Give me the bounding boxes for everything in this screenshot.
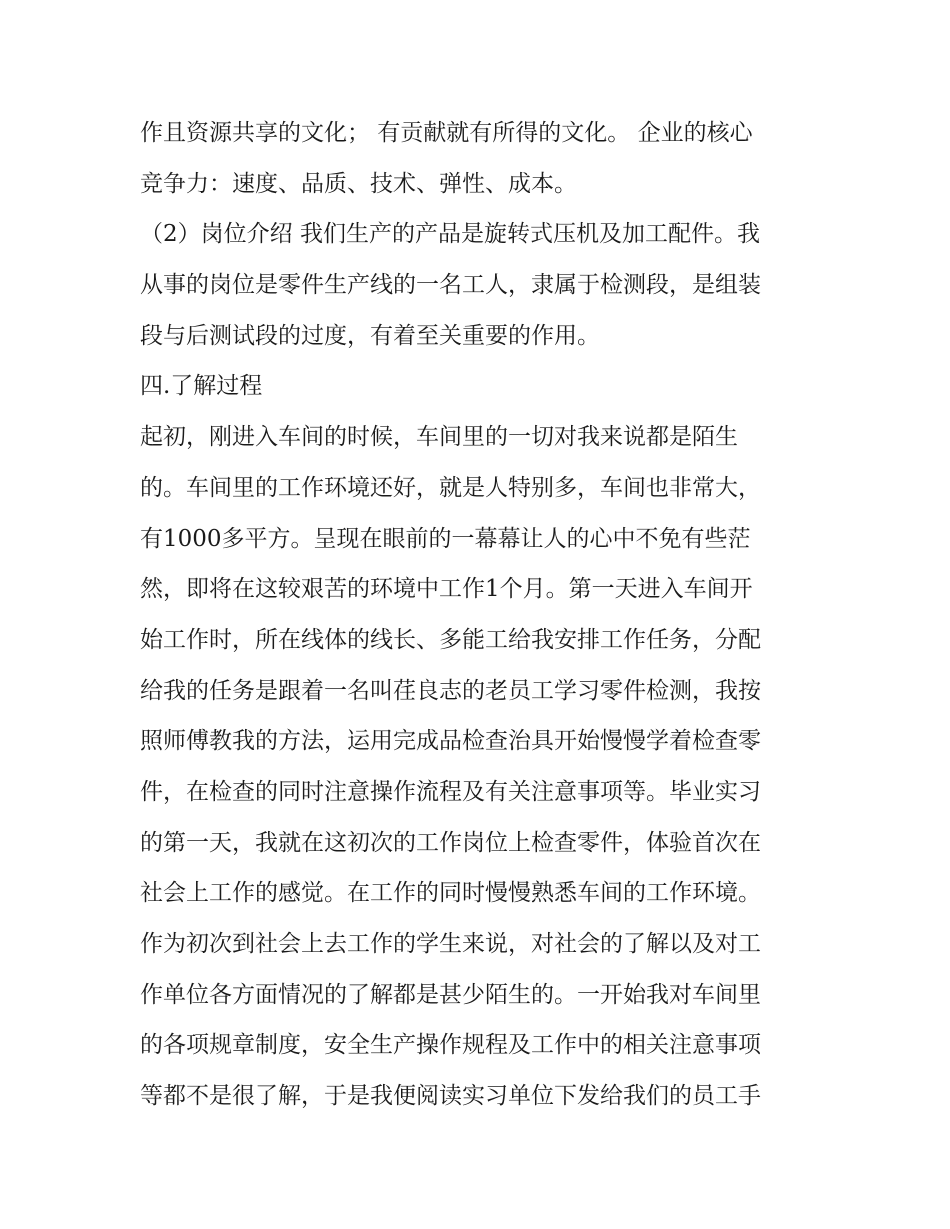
text-line-4: 从事的岗位是零件生产线的一名工人，隶属于检测段，是组装 bbox=[140, 272, 761, 299]
text-line-11: 始工作时，所在线体的线长、多能工给我安排工作任务，分配 bbox=[140, 626, 761, 653]
section-heading: 四.了解过程 bbox=[140, 373, 263, 400]
text-line-19: 的各项规章制度，安全生产操作规程及工作中的相关注意事项 bbox=[140, 1032, 761, 1059]
text-line-13: 照师傅教我的方法，运用完成品检查治具开始慢慢学着检查零 bbox=[140, 728, 761, 755]
text-line-7: 起初，刚进入车间的时候，车间里的一切对我来说都是陌生 bbox=[140, 424, 738, 451]
text-line-5: 段与后测试段的过度，有着至关重要的作用。 bbox=[140, 322, 600, 349]
text-line-15: 的第一天，我就在这初次的工作岗位上检查零件，体验首次在 bbox=[140, 829, 761, 856]
text-line-3: （2）岗位介绍 我们生产的产品是旋转式压机及加工配件。我 bbox=[140, 221, 760, 248]
text-line-2: 竞争力：速度、品质、技术、弹性、成本。 bbox=[140, 170, 577, 197]
text-line-20: 等都不是很了解，于是我便阅读实习单位下发给我们的员工手 bbox=[140, 1083, 761, 1110]
text-line-9: 有1000多平方。呈现在眼前的一幕幕让人的心中不免有些茫 bbox=[140, 525, 751, 552]
text-line-14: 件，在检查的同时注意操作流程及有关注意事项等。毕业实习 bbox=[140, 778, 761, 805]
text-line-16: 社会上工作的感觉。在工作的同时慢慢熟悉车间的工作环境。 bbox=[140, 880, 761, 907]
text-line-17: 作为初次到社会上去工作的学生来说，对社会的了解以及对工 bbox=[140, 931, 761, 957]
text-line-12: 给我的任务是跟着一名叫荏良志的老员工学习零件检测，我按 bbox=[140, 677, 761, 704]
text-line-1: 作且资源共享的文化； 有贡献就有所得的文化。 企业的核心 bbox=[140, 120, 753, 146]
text-line-18: 作单位各方面情况的了解都是甚少陌生的。一开始我对车间里 bbox=[140, 981, 761, 1008]
text-line-8: 的。车间里的工作环境还好，就是人特别多，车间也非常大， bbox=[140, 474, 761, 501]
text-line-10: 然，即将在这较艰苦的环境中工作1个月。第一天进入车间开 bbox=[140, 576, 753, 603]
document-body bbox=[140, 108, 820, 1122]
